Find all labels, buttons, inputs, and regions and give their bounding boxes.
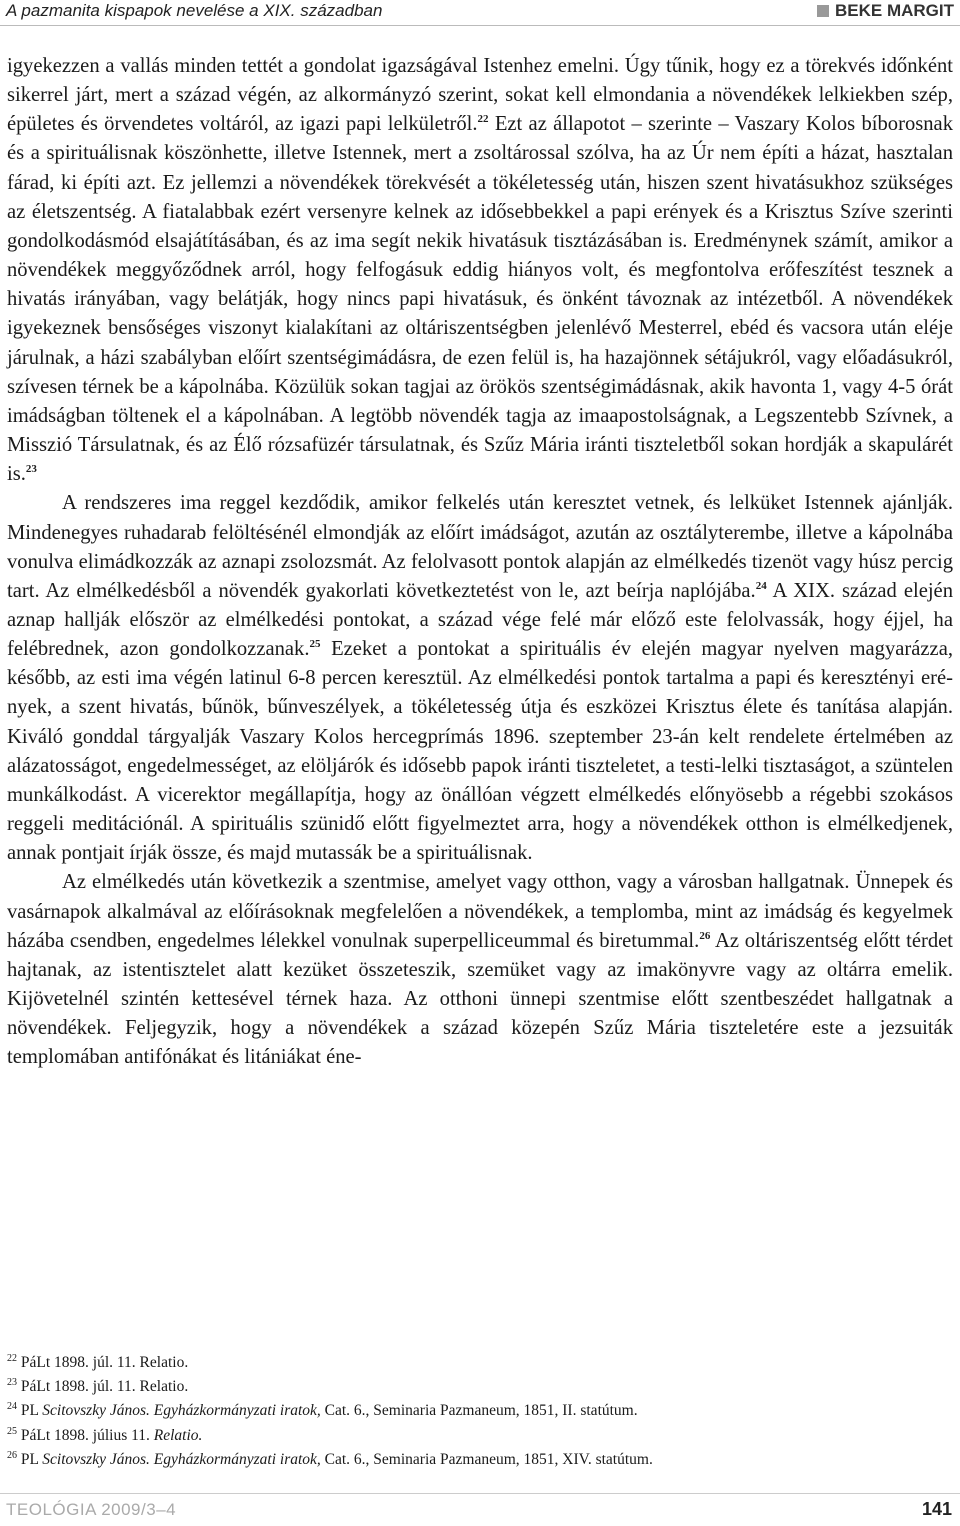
page-number: 141 xyxy=(921,1499,952,1519)
footnote-text: Cat. 6., Seminaria Pazmaneum, 1851, XIV. statútum. xyxy=(320,1450,653,1468)
header-divider xyxy=(0,25,960,26)
running-header xyxy=(0,0,960,24)
text-run: Ezeket a pontokat a spirituális év elején magyar nyelven magyarázza, később, az esti ima végén latinul 6-8 percen keresztül. Az elmélkedési pontok tartalma a papi és keresztényi erények, a szent hivatás, bűnök, bűnveszélyek, a tökéletesség útja és eszközei Krisztus élete és tanítása alapján. Kiváló gonddal tárgyalják Vaszary Kolos hercegprímás 1896. szeptember 23-án kelt rendelete értelmében az alázatosságot, engedelmességet, az elöljárók és idősebb papok iránti tiszteletet, a testi-lelki tisztaságot, a szüntelen munkálkodást. A vicerektor megállapítja, hogy az önállóan végzett elmélkedés előnyösebb a régebbi szokásos reggeli meditációnál. A spirituális szünidő előtt figyelmeztet arra, hogy a növendékek otthon is elmélkedjenek, annak pontjait írják össze, és majd mutassák be a spirituálisnak. xyxy=(7,638,953,865)
footnote xyxy=(7,1351,953,1375)
footnote-number: 25 xyxy=(7,1425,17,1437)
footnote-text: PL xyxy=(17,1450,43,1468)
square-bullet-icon xyxy=(817,5,829,17)
journal-issue: TEOLÓGIA 2009/3–4 xyxy=(6,1500,177,1519)
footnote-text: PáLt 1898. júl. 11. Relatio. xyxy=(17,1354,189,1371)
text-run: Az oltáriszentség előtt térdet hajtanak, az istentisztelet alatt kezüket összeteszik, szemüket vagy az imakönyvre vagy az oltárra emelik. Kijövetelnél szintén kettesével térnek haza. Az otthoni ünnepi szentmise előtt szentbeszédet hallgatnak a növendékek. Feljegyzik, hogy a növendékek a század közepén Szűz Mária tiszteletére este a jezsuiták templomában antifónákat és litániákat éne- xyxy=(7,929,953,1069)
footnote-ref[interactable]: 24 xyxy=(755,579,767,592)
footnote xyxy=(7,1448,953,1472)
footnote-number: 24 xyxy=(7,1401,17,1413)
page-footer xyxy=(0,1493,960,1523)
footnote-text: PáLt 1898. júl. 11. Relatio. xyxy=(17,1378,189,1396)
footnote xyxy=(7,1424,953,1448)
footnote-italic: Relatio. xyxy=(153,1426,203,1444)
footnote-text: Cat. 6., Seminaria Pazmaneum, 1851, II. statútum. xyxy=(320,1402,638,1420)
footnote-number: 22 xyxy=(7,1353,17,1364)
paragraph xyxy=(7,52,953,489)
paragraph xyxy=(7,868,953,1072)
text-run: A XIX. század elején aznap hallják először az elmélkedési pontokat, a század vége felé már előző este felolvassák, hogy éjjel, ha felébrednek, azon gondolkozzanak. xyxy=(7,579,953,661)
text-run: Az elmélkedés után következik a szentmise, amelyet vagy otthon, vagy a városban hallgatnak. Ünnepek és vasárnapok alkalmával az előírásoknak megfelelően a növendékek, a templomba, mint az imádság és kegyelmek házába csendben, engedelmes lélekkel vonulnak superpelliceummal és biretummal. xyxy=(7,871,953,952)
paragraph xyxy=(7,489,953,868)
footnote-ref[interactable]: 25 xyxy=(309,638,321,651)
footnote xyxy=(7,1399,953,1423)
author-label: BEKE MARGIT xyxy=(835,1,954,20)
body-text xyxy=(7,52,953,1072)
footnote-italic: Scitovszky János. Egyházkormányzati iratok, xyxy=(42,1450,321,1468)
footnote-italic: Scitovszky János. Egyházkormányzati iratok, xyxy=(42,1402,321,1420)
footnote-ref[interactable]: 22 xyxy=(477,113,489,126)
footnote-ref[interactable]: 23 xyxy=(25,463,37,476)
footnote xyxy=(7,1375,953,1399)
article-title: A pazmanita kispapok nevelése a XIX. században xyxy=(6,1,383,20)
footnote-ref[interactable]: 26 xyxy=(699,929,711,942)
text-run: Ezt az állapotot – szerinte – Vaszary Kolos bíborosnak és a spirituálisnak köszönhette, illetve Istennek, mert a zsoltárossal szólva, ha az Úr nem építi a házat, hasztalan fárad, ki építi azt. Ez jellemzi a növendékek törekvését a tökéletesség után, hiszen szent hivatásukhoz szükséges az életszentség. A fiatalabbak ezért versenyre kelnek az idősebbekkel a papi erények és a Krisztus Szíve szerinti gondolkodásmód elsajátításában, és az ima segít nekik hivatásuk tisztázásában is. Eredménynek számít, amikor a növendékek meggyőződnek arról, hogy felfogásuk eddig hiányos volt, és megfontolva erőfeszítést tesznek a hivatás irányában, vagy belátják, hogy nincs papi hivatásuk, és önként távoznak az intézetből. A növendékek igyekeznek bensőséges viszonyt kialakítani az oltáriszentségben jelenlévő Mesterrel, ebéd és vacsora után eléje járulnak, a házi szabályban előírt szentségimádásra, de ezen felül is, ha hazajönnek sétájukról, vagy előadásukról, szívesen térnek be a kápolnába. Közülük sokan tagjai az örökös szentségimádásnak, akik havonta 1, vagy 4-5 órát imádságban töltenek el a kápolnában. A legtöbb növendék tagja az imaapostolságnak, a Legszentebb Szívnek, a Misszió Társulatnak, és az Élő rózsafüzér társulatnak, és Szűz Mária iránti tiszteletből sokan hordják a skapulárét is. xyxy=(7,113,953,486)
text-run: igyekezzen a vallás minden tettét a gondolat igazságával Istenhez emelni. Úgy tűnik, hogy ez a törekvés időnként sikerrel járt, mert a század végén, az alkormányzó szerint, sokat kell elmondania a növendékek lelkiekben szép, épületes és örvendetes voltáról, az igazi papi lelkületről. xyxy=(7,55,953,136)
footnote-text: PáLt 1898. július 11. xyxy=(17,1426,154,1444)
footnote-number: 23 xyxy=(7,1377,17,1389)
footnote-text: PL xyxy=(17,1402,43,1420)
footer-divider xyxy=(0,1493,960,1494)
footnote-number: 26 xyxy=(7,1449,17,1461)
footnotes xyxy=(7,1351,953,1472)
text-run: A rendszeres ima reggel kezdődik, amikor felkelés után keresztet vetnek, és lelküket Istennek ajánlják. Mindenegyes ruhadarab felöltésénél elmondják az előírt imádságot, azután az osztályterembe, illetve a kápolnába vonulva elimádkozzák az aznapi zsolozsmát. Az felolvasott pontok alapján az elmélkedés tizenöt vagy húsz percig tart. Az elmélkedésből a növendék gyakorlati következtetést von le, azt beírja naplójába. xyxy=(7,492,953,602)
author-name xyxy=(817,0,954,22)
